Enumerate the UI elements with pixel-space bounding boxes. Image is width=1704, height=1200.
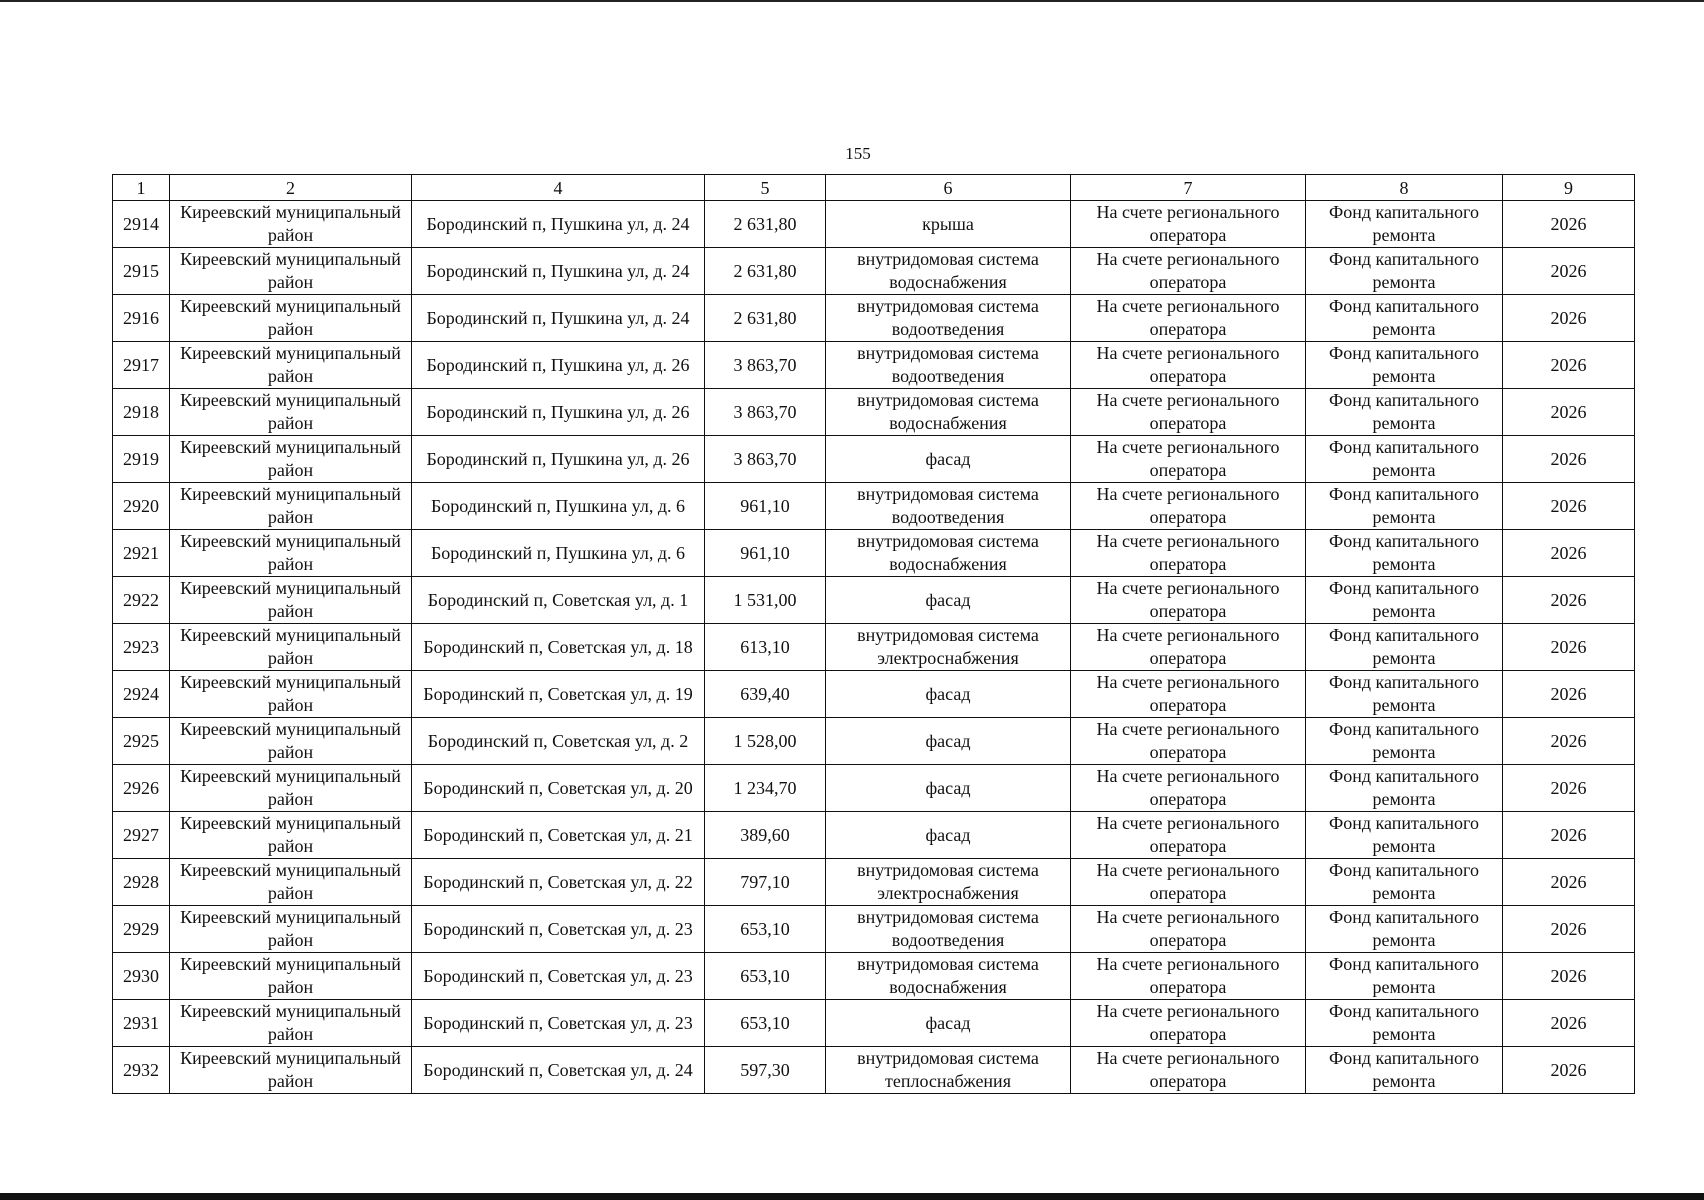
district-cell: Киреевский муниципальный район: [170, 624, 412, 671]
work-type-cell: внутридомовая система водоотведения: [826, 295, 1071, 342]
year-cell: 2026: [1503, 953, 1635, 1000]
year-cell: 2026: [1503, 342, 1635, 389]
district-cell: Киреевский муниципальный район: [170, 389, 412, 436]
district-cell: Киреевский муниципальный район: [170, 295, 412, 342]
year-cell: 2026: [1503, 577, 1635, 624]
funding-source-cell: Фонд капитального ремонта: [1306, 953, 1503, 1000]
address-cell: Бородинский п, Советская ул, д. 2: [412, 718, 705, 765]
funding-source-cell: Фонд капитального ремонта: [1306, 906, 1503, 953]
area-cell: 1 234,70: [705, 765, 826, 812]
table-row: [113, 718, 1635, 765]
address-cell: Бородинский п, Пушкина ул, д. 24: [412, 248, 705, 295]
district-cell: Киреевский муниципальный район: [170, 1000, 412, 1047]
account-cell: На счете регионального оператора: [1071, 765, 1306, 812]
district-cell: Киреевский муниципальный район: [170, 483, 412, 530]
address-cell: Бородинский п, Советская ул, д. 23: [412, 906, 705, 953]
row-number-cell: 2918: [113, 389, 170, 436]
table-row: [113, 1000, 1635, 1047]
account-cell: На счете регионального оператора: [1071, 389, 1306, 436]
account-cell: На счете регионального оператора: [1071, 436, 1306, 483]
table-row: [113, 436, 1635, 483]
row-number-cell: 2927: [113, 812, 170, 859]
funding-source-cell: Фонд капитального ремонта: [1306, 671, 1503, 718]
account-cell: На счете регионального оператора: [1071, 577, 1306, 624]
account-cell: На счете регионального оператора: [1071, 1000, 1306, 1047]
district-cell: Киреевский муниципальный район: [170, 718, 412, 765]
area-cell: 639,40: [705, 671, 826, 718]
table-row: [113, 342, 1635, 389]
address-cell: Бородинский п, Советская ул, д. 23: [412, 1000, 705, 1047]
district-cell: Киреевский муниципальный район: [170, 1047, 412, 1094]
table-row: [113, 765, 1635, 812]
table-row: [113, 389, 1635, 436]
table-row: [113, 201, 1635, 248]
year-cell: 2026: [1503, 859, 1635, 906]
work-type-cell: внутридомовая система водоснабжения: [826, 953, 1071, 1000]
funding-source-cell: Фонд капитального ремонта: [1306, 1047, 1503, 1094]
account-cell: На счете регионального оператора: [1071, 248, 1306, 295]
table-row: [113, 624, 1635, 671]
row-number-cell: 2928: [113, 859, 170, 906]
work-type-cell: внутридомовая система водоснабжения: [826, 389, 1071, 436]
column-header: 1: [113, 175, 170, 201]
funding-source-cell: Фонд капитального ремонта: [1306, 530, 1503, 577]
table-row: [113, 906, 1635, 953]
page-number: 155: [845, 144, 871, 163]
funding-source-cell: Фонд капитального ремонта: [1306, 201, 1503, 248]
table-row: [113, 812, 1635, 859]
year-cell: 2026: [1503, 389, 1635, 436]
work-type-cell: фасад: [826, 765, 1071, 812]
column-header: 5: [705, 175, 826, 201]
column-number-row: [113, 175, 1635, 201]
repair-program-table: [112, 174, 1635, 1094]
area-cell: 961,10: [705, 530, 826, 577]
area-cell: 1 531,00: [705, 577, 826, 624]
row-number-cell: 2930: [113, 953, 170, 1000]
district-cell: Киреевский муниципальный район: [170, 906, 412, 953]
row-number-cell: 2922: [113, 577, 170, 624]
work-type-cell: внутридомовая система водоснабжения: [826, 530, 1071, 577]
address-cell: Бородинский п, Пушкина ул, д. 26: [412, 342, 705, 389]
address-cell: Бородинский п, Советская ул, д. 18: [412, 624, 705, 671]
row-number-cell: 2925: [113, 718, 170, 765]
year-cell: 2026: [1503, 295, 1635, 342]
table-row: [113, 530, 1635, 577]
work-type-cell: крыша: [826, 201, 1071, 248]
area-cell: 2 631,80: [705, 295, 826, 342]
address-cell: Бородинский п, Пушкина ул, д. 26: [412, 436, 705, 483]
district-cell: Киреевский муниципальный район: [170, 765, 412, 812]
column-header: 6: [826, 175, 1071, 201]
account-cell: На счете регионального оператора: [1071, 906, 1306, 953]
account-cell: На счете регионального оператора: [1071, 953, 1306, 1000]
funding-source-cell: Фонд капитального ремонта: [1306, 812, 1503, 859]
area-cell: 797,10: [705, 859, 826, 906]
area-cell: 613,10: [705, 624, 826, 671]
account-cell: На счете регионального оператора: [1071, 342, 1306, 389]
row-number-cell: 2931: [113, 1000, 170, 1047]
row-number-cell: 2917: [113, 342, 170, 389]
row-number-cell: 2916: [113, 295, 170, 342]
account-cell: На счете регионального оператора: [1071, 812, 1306, 859]
table-body: [113, 175, 1635, 1094]
row-number-cell: 2924: [113, 671, 170, 718]
row-number-cell: 2929: [113, 906, 170, 953]
area-cell: 961,10: [705, 483, 826, 530]
year-cell: 2026: [1503, 201, 1635, 248]
account-cell: На счете регионального оператора: [1071, 201, 1306, 248]
year-cell: 2026: [1503, 1000, 1635, 1047]
table-row: [113, 577, 1635, 624]
row-number-cell: 2914: [113, 201, 170, 248]
address-cell: Бородинский п, Советская ул, д. 1: [412, 577, 705, 624]
column-header: 9: [1503, 175, 1635, 201]
funding-source-cell: Фонд капитального ремонта: [1306, 624, 1503, 671]
district-cell: Киреевский муниципальный район: [170, 530, 412, 577]
table-row: [113, 671, 1635, 718]
table-row: [113, 248, 1635, 295]
address-cell: Бородинский п, Советская ул, д. 20: [412, 765, 705, 812]
area-cell: 3 863,70: [705, 389, 826, 436]
work-type-cell: фасад: [826, 671, 1071, 718]
funding-source-cell: Фонд капитального ремонта: [1306, 577, 1503, 624]
funding-source-cell: Фонд капитального ремонта: [1306, 718, 1503, 765]
account-cell: На счете регионального оператора: [1071, 1047, 1306, 1094]
year-cell: 2026: [1503, 718, 1635, 765]
address-cell: Бородинский п, Пушкина ул, д. 6: [412, 483, 705, 530]
funding-source-cell: Фонд капитального ремонта: [1306, 765, 1503, 812]
work-type-cell: фасад: [826, 1000, 1071, 1047]
work-type-cell: внутридомовая система водоснабжения: [826, 248, 1071, 295]
work-type-cell: внутридомовая система водоотведения: [826, 483, 1071, 530]
table-row: [113, 953, 1635, 1000]
funding-source-cell: Фонд капитального ремонта: [1306, 436, 1503, 483]
scan-top-edge: [0, 0, 1704, 2]
work-type-cell: фасад: [826, 577, 1071, 624]
address-cell: Бородинский п, Советская ул, д. 21: [412, 812, 705, 859]
district-cell: Киреевский муниципальный район: [170, 577, 412, 624]
area-cell: 3 863,70: [705, 436, 826, 483]
work-type-cell: внутридомовая система водоотведения: [826, 342, 1071, 389]
scan-bottom-edge: [0, 1193, 1704, 1200]
account-cell: На счете регионального оператора: [1071, 859, 1306, 906]
row-number-cell: 2923: [113, 624, 170, 671]
area-cell: 653,10: [705, 906, 826, 953]
year-cell: 2026: [1503, 436, 1635, 483]
row-number-cell: 2915: [113, 248, 170, 295]
area-cell: 389,60: [705, 812, 826, 859]
row-number-cell: 2932: [113, 1047, 170, 1094]
funding-source-cell: Фонд капитального ремонта: [1306, 859, 1503, 906]
table-row: [113, 859, 1635, 906]
address-cell: Бородинский п, Пушкина ул, д. 26: [412, 389, 705, 436]
district-cell: Киреевский муниципальный район: [170, 812, 412, 859]
year-cell: 2026: [1503, 812, 1635, 859]
funding-source-cell: Фонд капитального ремонта: [1306, 483, 1503, 530]
district-cell: Киреевский муниципальный район: [170, 671, 412, 718]
district-cell: Киреевский муниципальный район: [170, 859, 412, 906]
area-cell: 3 863,70: [705, 342, 826, 389]
table-row: [113, 483, 1635, 530]
row-number-cell: 2921: [113, 530, 170, 577]
area-cell: 653,10: [705, 953, 826, 1000]
work-type-cell: фасад: [826, 812, 1071, 859]
work-type-cell: внутридомовая система электроснабжения: [826, 624, 1071, 671]
column-header: 7: [1071, 175, 1306, 201]
year-cell: 2026: [1503, 248, 1635, 295]
area-cell: 2 631,80: [705, 201, 826, 248]
district-cell: Киреевский муниципальный район: [170, 201, 412, 248]
year-cell: 2026: [1503, 765, 1635, 812]
area-cell: 1 528,00: [705, 718, 826, 765]
column-header: 8: [1306, 175, 1503, 201]
funding-source-cell: Фонд капитального ремонта: [1306, 295, 1503, 342]
funding-source-cell: Фонд капитального ремонта: [1306, 342, 1503, 389]
address-cell: Бородинский п, Советская ул, д. 22: [412, 859, 705, 906]
address-cell: Бородинский п, Пушкина ул, д. 24: [412, 295, 705, 342]
year-cell: 2026: [1503, 483, 1635, 530]
account-cell: На счете регионального оператора: [1071, 624, 1306, 671]
area-cell: 597,30: [705, 1047, 826, 1094]
funding-source-cell: Фонд капитального ремонта: [1306, 1000, 1503, 1047]
funding-source-cell: Фонд капитального ремонта: [1306, 248, 1503, 295]
year-cell: 2026: [1503, 624, 1635, 671]
district-cell: Киреевский муниципальный район: [170, 953, 412, 1000]
work-type-cell: внутридомовая система водоотведения: [826, 906, 1071, 953]
area-cell: 653,10: [705, 1000, 826, 1047]
work-type-cell: внутридомовая система теплоснабжения: [826, 1047, 1071, 1094]
district-cell: Киреевский муниципальный район: [170, 436, 412, 483]
account-cell: На счете регионального оператора: [1071, 483, 1306, 530]
address-cell: Бородинский п, Пушкина ул, д. 6: [412, 530, 705, 577]
year-cell: 2026: [1503, 671, 1635, 718]
year-cell: 2026: [1503, 1047, 1635, 1094]
work-type-cell: фасад: [826, 436, 1071, 483]
area-cell: 2 631,80: [705, 248, 826, 295]
row-number-cell: 2919: [113, 436, 170, 483]
funding-source-cell: Фонд капитального ремонта: [1306, 389, 1503, 436]
row-number-cell: 2920: [113, 483, 170, 530]
table-row: [113, 1047, 1635, 1094]
column-header: 4: [412, 175, 705, 201]
address-cell: Бородинский п, Пушкина ул, д. 24: [412, 201, 705, 248]
address-cell: Бородинский п, Советская ул, д. 19: [412, 671, 705, 718]
address-cell: Бородинский п, Советская ул, д. 23: [412, 953, 705, 1000]
year-cell: 2026: [1503, 530, 1635, 577]
work-type-cell: фасад: [826, 718, 1071, 765]
district-cell: Киреевский муниципальный район: [170, 248, 412, 295]
year-cell: 2026: [1503, 906, 1635, 953]
work-type-cell: внутридомовая система электроснабжения: [826, 859, 1071, 906]
row-number-cell: 2926: [113, 765, 170, 812]
table-row: [113, 295, 1635, 342]
address-cell: Бородинский п, Советская ул, д. 24: [412, 1047, 705, 1094]
account-cell: На счете регионального оператора: [1071, 671, 1306, 718]
account-cell: На счете регионального оператора: [1071, 530, 1306, 577]
column-header: 2: [170, 175, 412, 201]
account-cell: На счете регионального оператора: [1071, 718, 1306, 765]
district-cell: Киреевский муниципальный район: [170, 342, 412, 389]
account-cell: На счете регионального оператора: [1071, 295, 1306, 342]
